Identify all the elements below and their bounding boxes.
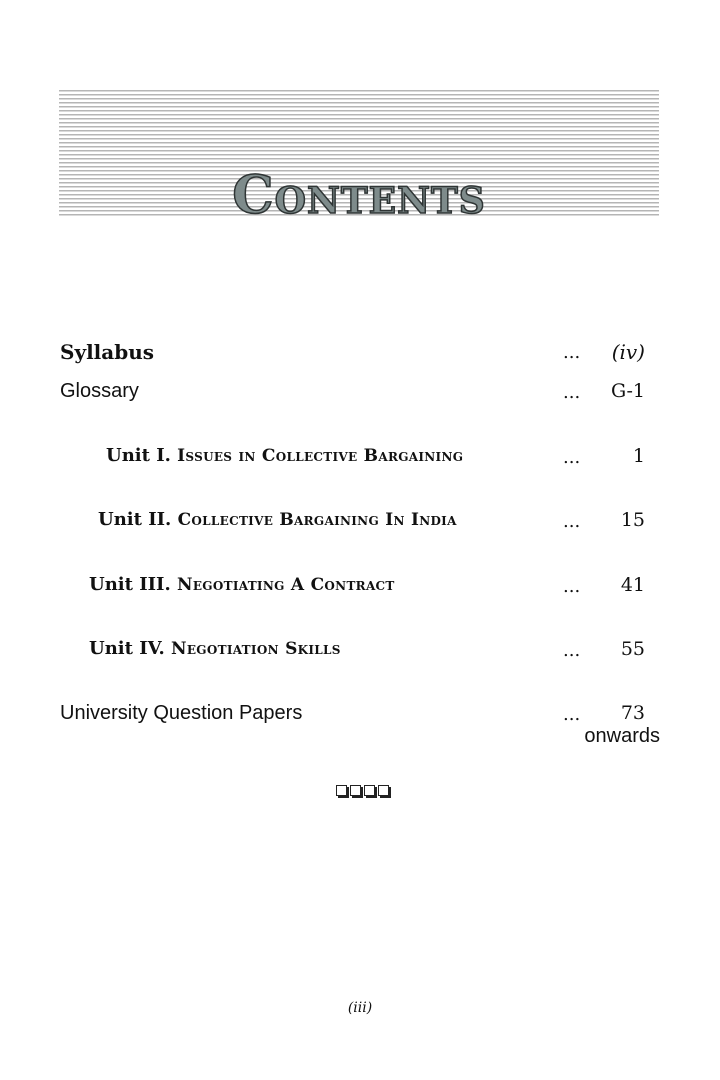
unit-number: Unit IV. [89,638,165,659]
page-title: Contents [232,165,486,226]
page-number: 1 [632,445,645,467]
toc-label: Glossary [60,380,139,402]
toc-label: Syllabus [60,340,155,364]
square-icon [350,785,361,796]
unit-title: Collective Bargaining In India [177,510,457,530]
toc-label [89,638,341,659]
page-suffix: onwards [584,725,660,747]
page-footer-number: (iii) [347,1000,373,1016]
leader-dots: ... [563,704,581,725]
unit-title: Issues in Collective Bargaining [177,446,464,466]
toc-entry-glossary[interactable] [0,380,720,410]
page-number: 41 [620,574,645,596]
unit-title: Negotiating A Contract [177,575,395,595]
square-icon [364,785,375,796]
toc-entry-unit-1[interactable] [0,445,720,475]
toc-entry-unit-3[interactable] [0,574,720,604]
page-number: 73 [620,702,645,724]
unit-number: Unit II. [98,509,172,530]
unit-number: Unit III. [89,574,171,595]
leader-dots: ... [563,382,581,403]
toc-entry-syllabus[interactable] [0,340,720,370]
leader-dots: ... [563,447,581,468]
leader-dots: ... [563,576,581,597]
toc-label [98,509,457,530]
page-number: 55 [620,638,645,660]
end-ornament [336,785,389,796]
toc-label [106,445,463,466]
toc-label: University Question Papers [60,702,303,724]
square-icon [378,785,389,796]
unit-title: Negotiation Skills [171,639,341,659]
page-number: G-1 [610,380,645,402]
page-number: (iv) [611,340,645,364]
leader-dots: ... [563,511,581,532]
unit-number: Unit I. [106,445,171,466]
leader-dots: ... [563,640,581,661]
toc-label [89,574,395,595]
toc-entry-question-papers[interactable] [0,702,720,756]
square-icon [336,785,347,796]
page-number: 15 [620,509,645,531]
toc-entry-unit-2[interactable] [0,509,720,539]
toc-entry-unit-4[interactable] [0,638,720,668]
leader-dots: ... [563,342,581,363]
